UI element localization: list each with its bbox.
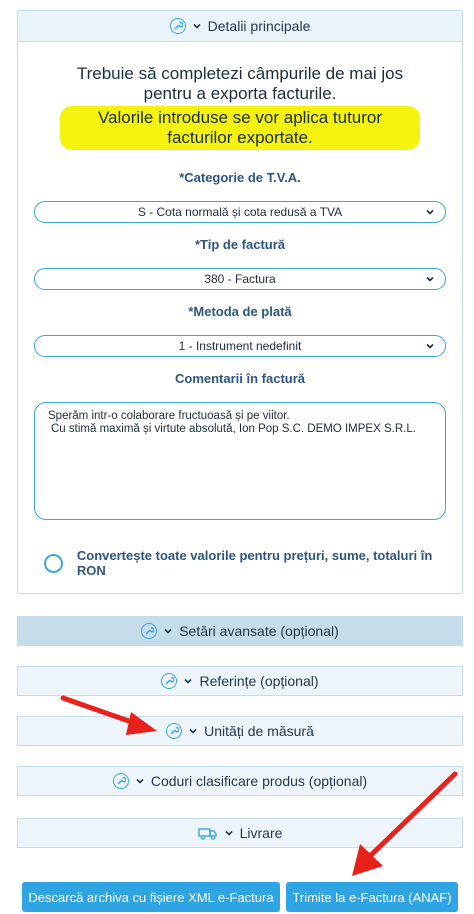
section-product-classification[interactable]: [17, 766, 463, 796]
vat-category-select[interactable]: S - Cota normală și cota redusă a TVA: [34, 201, 446, 223]
invoice-type-label: *Tip de factură: [194, 237, 286, 252]
chevron-down-icon: [425, 207, 435, 217]
section-units-label: Unități de măsură: [204, 723, 314, 739]
section-references[interactable]: [17, 666, 463, 696]
truck-icon: [198, 826, 218, 840]
section-product-classification-label: Coduri clasificare produs (opțional): [150, 773, 368, 789]
section-advanced-settings-label: Setări avansate (opțional): [179, 623, 339, 639]
payment-method-select[interactable]: 1 - Instrument nedefinit: [34, 335, 446, 357]
payment-method-label: *Metoda de plată: [188, 304, 292, 319]
section-delivery-label: Livrare: [239, 825, 283, 841]
chevron-down-icon: [188, 726, 198, 736]
chevron-down-icon: [224, 828, 234, 838]
notice-text: [18, 64, 462, 150]
wrench-icon: [166, 723, 182, 739]
convert-ron-label: Convertește toate valorile pentru prețuri, sume, totaluri în RON: [76, 548, 433, 578]
notice-line-2-highlighted: Valorile introduse se vor aplica tuturor facturilor exportate.: [60, 106, 420, 150]
comments-line-1: Sperăm intr-o colaborare fructuoasă și pe viitor.: [48, 410, 290, 422]
wrench-icon: [141, 623, 157, 639]
wrench-icon: [161, 673, 177, 689]
chevron-down-icon: [425, 341, 435, 351]
main-details-header[interactable]: [18, 11, 462, 42]
comments-line-2: Cu stimă maximă și virtute absolută, Ion Pop S.C. DEMO IMPEX S.R.L.: [51, 423, 416, 435]
comments-label: Comentarii în factură: [174, 371, 306, 386]
chevron-down-icon: [163, 626, 173, 636]
chevron-down-icon: [425, 274, 435, 284]
section-units[interactable]: [17, 716, 463, 746]
section-references-label: Referințe (opțional): [199, 673, 319, 689]
vat-category-label: *Categorie de T.V.A.: [179, 170, 301, 185]
chevron-down-icon: [183, 676, 193, 686]
section-delivery[interactable]: [17, 818, 463, 848]
convert-ron-radio[interactable]: [44, 554, 63, 573]
invoice-type-select[interactable]: 380 - Factura: [34, 268, 446, 290]
comments-textarea[interactable]: [34, 402, 446, 520]
main-details-panel: [17, 10, 463, 594]
main-details-title: Detalii principale: [207, 18, 311, 34]
notice-line-1: Trebuie să completezi câmpurile de mai jos pentru a exporta facturile.: [76, 64, 404, 103]
chevron-down-icon: [192, 21, 202, 31]
chevron-down-icon: [135, 776, 145, 786]
wrench-icon: [113, 773, 129, 789]
send-to-efactura-button[interactable]: Trimite la e-Factura (ANAF): [286, 882, 458, 912]
download-xml-archive-button[interactable]: Descarcă archiva cu fișiere XML e-Factura: [22, 882, 280, 912]
convert-ron-option[interactable]: [18, 548, 462, 578]
section-advanced-settings[interactable]: [17, 616, 463, 646]
wrench-icon: [170, 18, 186, 34]
